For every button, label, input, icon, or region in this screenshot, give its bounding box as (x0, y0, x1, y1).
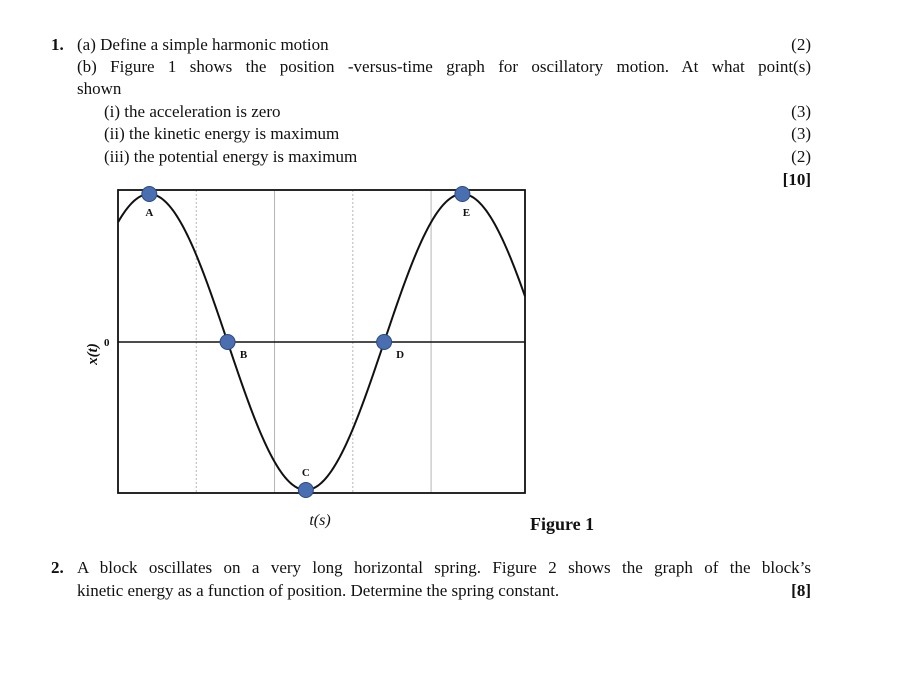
figure-1-caption: Figure 1 (530, 514, 595, 534)
point-b (220, 335, 235, 350)
y-zero-label: 0 (104, 337, 110, 349)
question-1-number: 1. (51, 35, 64, 54)
question-2-marks: [8] (791, 581, 811, 600)
point-e (455, 187, 470, 202)
question-1b-part-iii-marks: (2) (791, 147, 811, 166)
x-axis-label: t(s) (309, 512, 331, 529)
point-d (377, 335, 392, 350)
question-1-total-marks: [10] (782, 170, 811, 189)
point-label-b: B (239, 349, 248, 361)
point-label-d: D (396, 349, 405, 361)
point-label-c: C (301, 467, 310, 479)
point-label-a: A (145, 207, 154, 219)
question-1b-part-ii-marks: (3) (791, 124, 811, 143)
question-1a-text: (a) Define a simple harmonic motion (77, 35, 329, 54)
point-c (298, 483, 313, 498)
question-2-number: 2. (51, 558, 64, 577)
question-1b-part-iii: (iii) the potential energy is maximum (104, 147, 358, 166)
point-a (142, 187, 157, 202)
question-1a-marks: (2) (791, 35, 811, 54)
question-1b-part-i-marks: (3) (791, 102, 811, 121)
question-1b-text-line2: shown (77, 79, 122, 98)
question-1b-part-i: (i) the acceleration is zero (104, 102, 281, 121)
y-axis-label: x(t) (85, 343, 101, 365)
question-1b-part-ii: (ii) the kinetic energy is maximum (104, 124, 340, 143)
question-2-text-line2: kinetic energy as a function of position. Determine the spring constant. (77, 581, 560, 600)
point-label-e: E (462, 207, 471, 219)
question-2-text-line1: A block oscillates on a very long horizontal spring. Figure 2 shows the graph of the block’s (77, 558, 811, 577)
question-1b-text-line1: (b) Figure 1 shows the position -versus-time graph for oscillatory motion. At what point(s) (77, 57, 811, 76)
